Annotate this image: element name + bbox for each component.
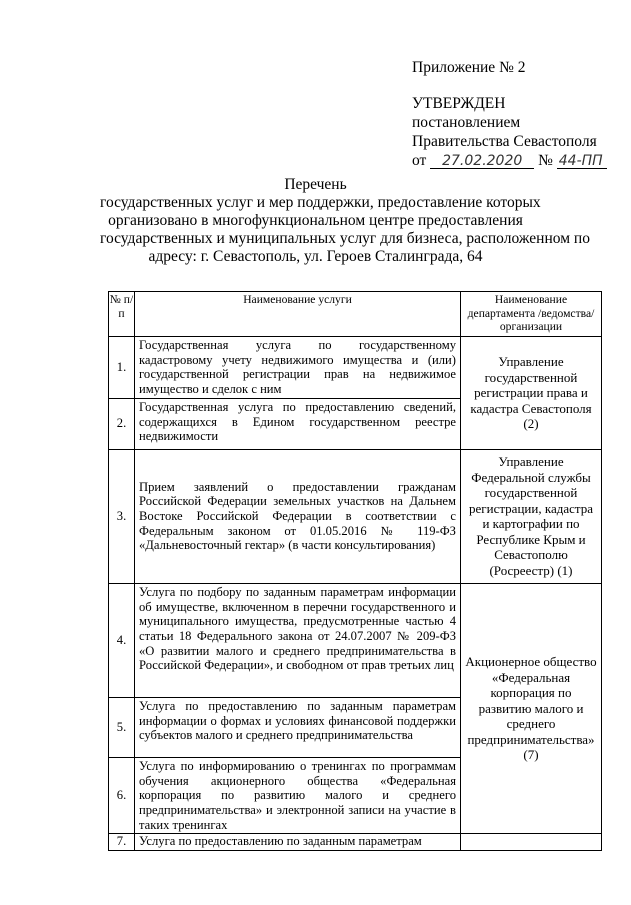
title-line-2: государственных услуг и мер поддержки, предоставление которых: [100, 194, 541, 211]
from-label: от: [412, 152, 427, 169]
title-line-3: организовано в многофункциональном центре предоставления: [108, 212, 523, 229]
services-table: [108, 291, 602, 851]
row-service: Государственная услуга по государственному кадастровому учету недвижимого имущества и (или) государственной регистрации прав на недвижимое имущество и сделок с ним: [135, 337, 461, 399]
title-line-1: Перечень: [284, 176, 347, 193]
row-service: Прием заявлений о предоставлении гражданам Российской Федерации земельных участков на Дальнем Востоке Российской Федерации в соответствии с Федеральным законом от 01.05.2016 № 119-ФЗ «Дальневосточный гектар» (в части консультирования): [135, 449, 461, 583]
appendix-label: Приложение № 2: [412, 59, 526, 76]
row-service: Услуга по предоставлению по заданным параметрам: [135, 834, 461, 851]
row-service: Услуга по предоставлению по заданным параметрам информации о формах и условиях финансовой поддержки субъектов малого и среднего предпринимательства: [135, 697, 461, 757]
title-line-5: адресу: г. Севастополь, ул. Героев Сталинграда, 64: [148, 248, 483, 265]
government-label: Правительства Севастополя: [412, 133, 597, 150]
title-line-4: государственных и муниципальных услуг для бизнеса, расположенном по: [100, 230, 590, 247]
row-num: 5.: [109, 697, 135, 757]
row-num: 3.: [109, 449, 135, 583]
table-row: [109, 337, 602, 399]
row-num: 7.: [109, 834, 135, 851]
table-row: [109, 449, 602, 583]
header-num: № п/п: [109, 292, 135, 337]
row-service: Услуга по информированию о тренингах по программам обучения акционерного общества «Федеральная корпорация по развитию малого и среднего предпринимательства» и электронной записи на участие в таких тренингах: [135, 757, 461, 834]
header-dept: Наименование департамента /ведомства/организации: [461, 292, 602, 337]
dept-rosreestr-sevastopol: Управление государственной регистрации права и кадастра Севастополя (2): [461, 337, 602, 450]
dept-msp-corporation: Акционерное общество «Федеральная корпорация по развитию малого и среднего предпринимательства» (7): [461, 583, 602, 834]
approval-stamp: [412, 58, 607, 170]
document-title: [100, 176, 590, 266]
decree-label: постановлением: [412, 114, 521, 131]
row-dept-empty: [461, 834, 602, 851]
row-num: 1.: [109, 337, 135, 399]
handwritten-date: 27.02.2020: [430, 154, 534, 169]
row-num: 4.: [109, 583, 135, 697]
approved-label: УТВЕРЖДЕН: [412, 95, 506, 112]
dept-rosreestr-federal: Управление Федеральной службы государственной регистрации, кадастра и картографии по Республике Крым и Севастополю (Росреестр) (1): [461, 449, 602, 583]
row-num: 2.: [109, 398, 135, 449]
table-row: [109, 583, 602, 697]
header-service: Наименование услуги: [135, 292, 461, 337]
handwritten-number: 44-ПП: [557, 154, 607, 169]
number-label: №: [538, 152, 553, 169]
row-service: Услуга по подбору по заданным параметрам информации об имуществе, включенном в перечни государственного и муниципального имущества, предусмотренные частью 4 статьи 18 Федерального закона от 24.07.2007 № 209-ФЗ «О развитии малого и среднего предпринимательства в Российской Федерации», и свободном от прав третьих лиц: [135, 583, 461, 697]
table-row: [109, 834, 602, 851]
table-header-row: [109, 292, 602, 337]
decree-date-line: [412, 151, 607, 170]
row-service: Государственная услуга по предоставлению сведений, содержащихся в Едином государственном реестре недвижимости: [135, 398, 461, 449]
row-num: 6.: [109, 757, 135, 834]
